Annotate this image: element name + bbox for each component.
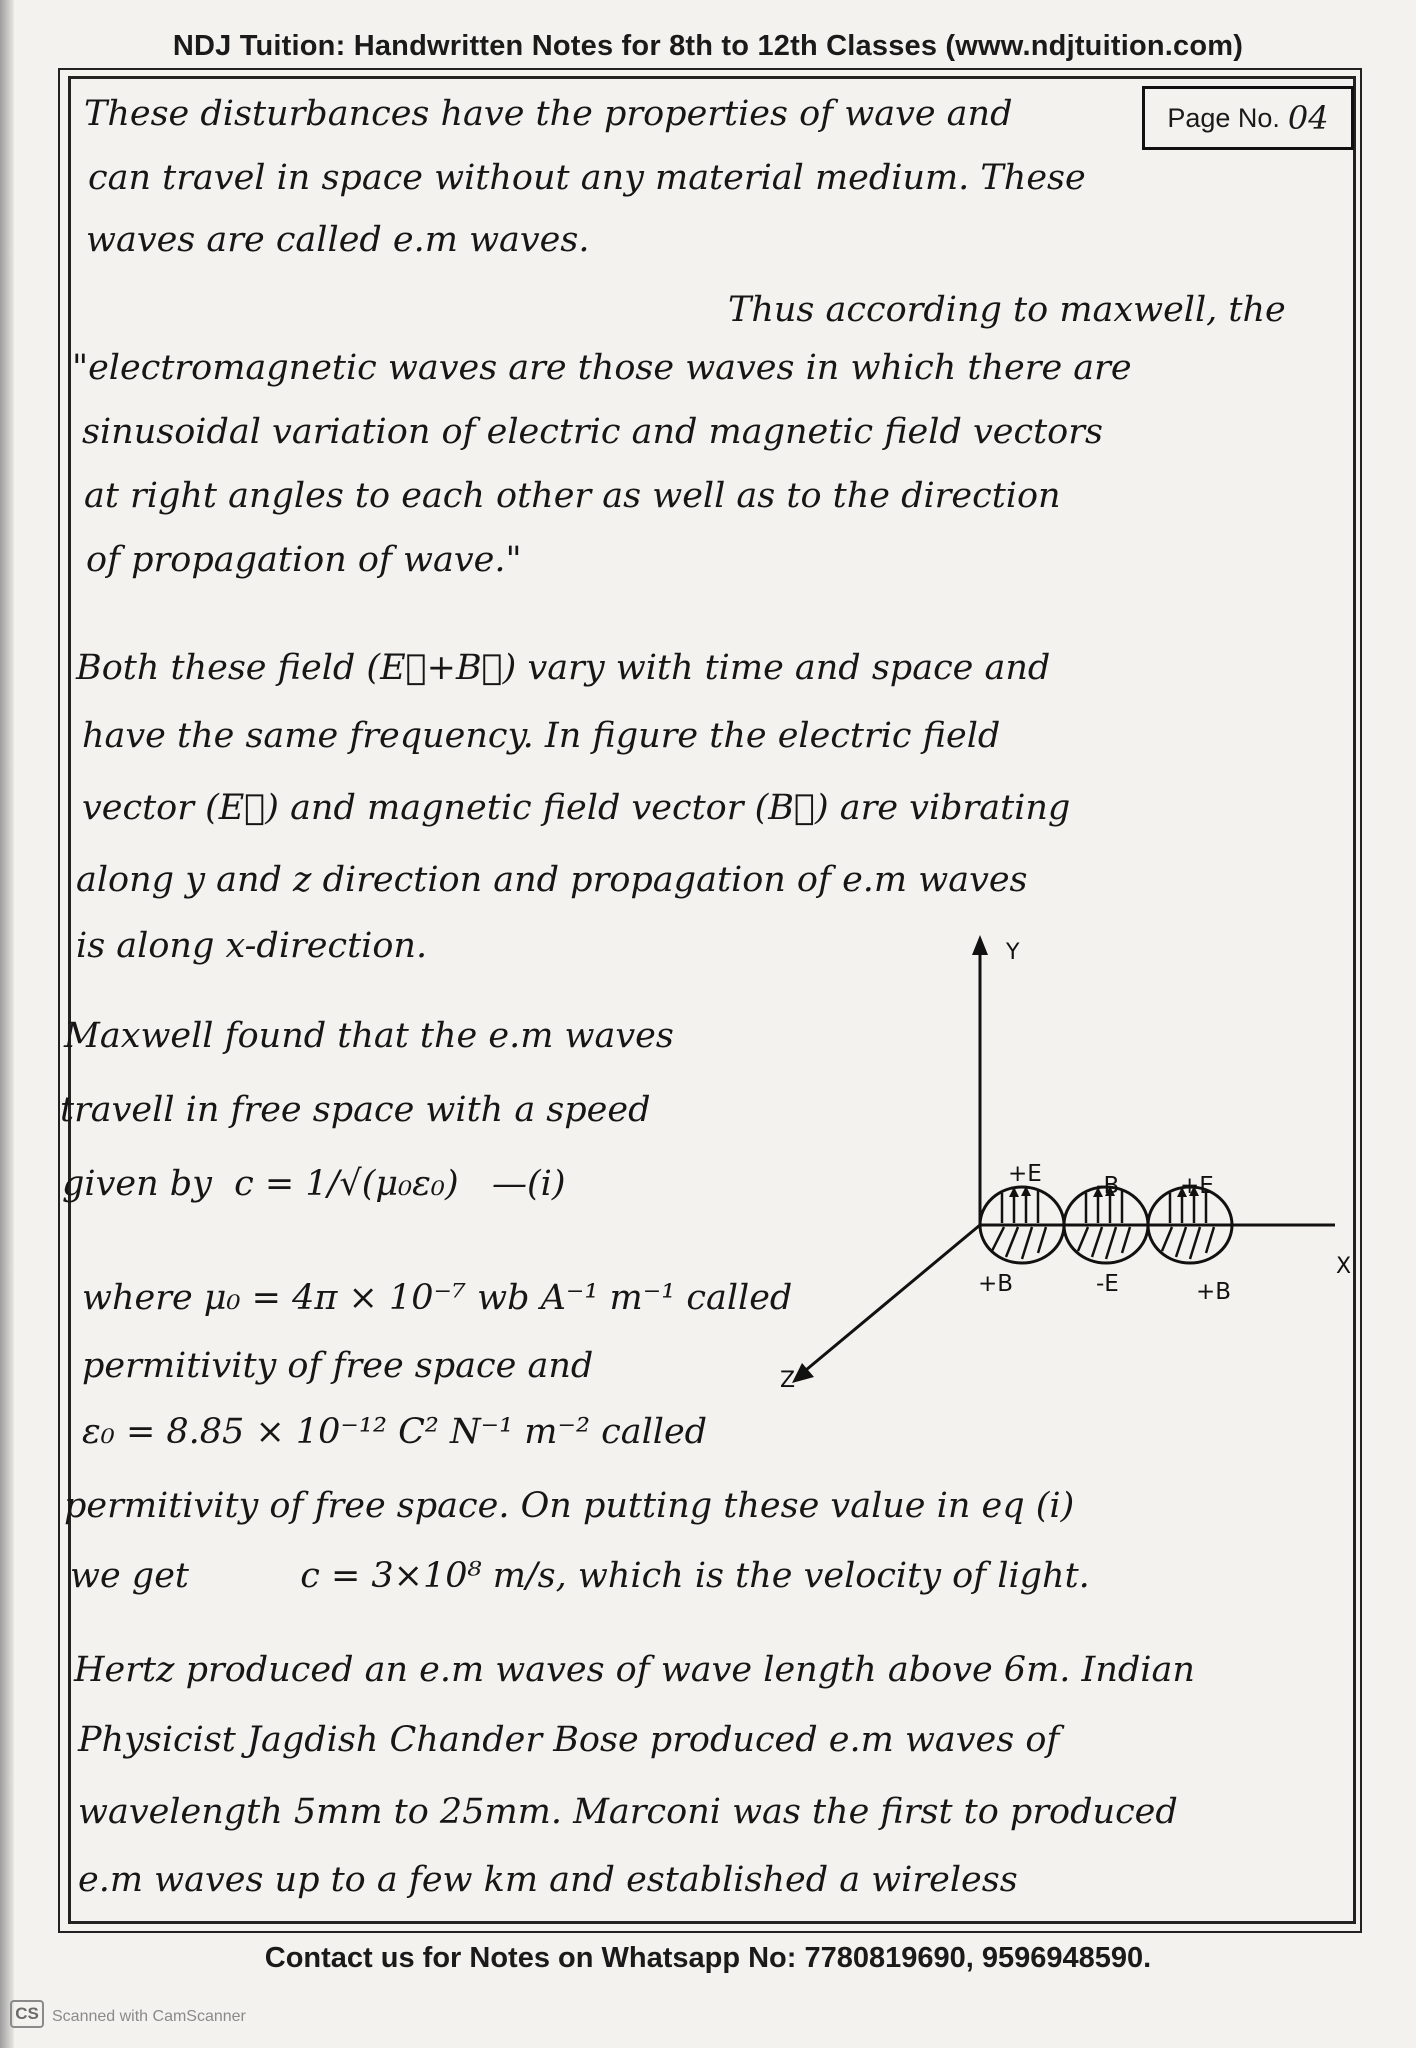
line: waves are called e.m waves. — [86, 220, 590, 260]
line: permitivity of free space and — [82, 1346, 594, 1386]
line: given by c = 1/√(μ₀ε₀) —(i) — [62, 1164, 566, 1204]
line: where μ₀ = 4π × 10⁻⁷ wb A⁻¹ m⁻¹ called — [82, 1278, 793, 1318]
line: Both these field (E⃗+B⃗) vary with time and space and — [76, 648, 1051, 688]
z-axis — [800, 1225, 980, 1375]
lobe-label-top: -B — [1096, 1173, 1120, 1199]
em-wave-diagram — [760, 925, 1360, 1405]
line: is along x-direction. — [76, 926, 428, 966]
lobe-label-top: +E — [1180, 1173, 1214, 1199]
line: Thus according to maxwell, the — [728, 290, 1286, 330]
line: wavelength 5mm to 25mm. Marconi was the first to produced — [78, 1792, 1178, 1832]
lobe-label-bottom: +B — [978, 1271, 1014, 1297]
x-axis-label: X — [1336, 1254, 1352, 1279]
page-number-box — [1142, 86, 1354, 150]
line: vector (E⃗) and magnetic field vector (B⃗) are vibrating — [82, 788, 1071, 828]
lobe-label-bottom: -E — [1096, 1271, 1119, 1297]
line: at right angles to each other as well as to the direction — [84, 476, 1061, 516]
line: sinusoidal variation of electric and magnetic field vectors — [82, 412, 1103, 452]
line: These disturbances have the properties of wave and — [84, 94, 1013, 134]
line: we get c = 3×10⁸ m/s, which is the velocity of light. — [70, 1556, 1090, 1596]
y-axis-label: Y — [1006, 940, 1020, 965]
z-axis-label: Z — [780, 1368, 796, 1393]
line: travell in free space with a speed — [60, 1090, 651, 1130]
line: of propagation of wave." — [86, 540, 522, 580]
line: Physicist Jagdish Chander Bose produced e.m waves of — [78, 1720, 1060, 1760]
line: permitivity of free space. On putting these value in eq (i) — [64, 1486, 1075, 1526]
line: Hertz produced an e.m waves of wave length above 6m. Indian — [74, 1650, 1195, 1690]
page-footer: Contact us for Notes on Whatsapp No: 7780819690, 9596948590. — [264, 1942, 1152, 1974]
line: ε₀ = 8.85 × 10⁻¹² C² N⁻¹ m⁻² called — [82, 1412, 708, 1452]
lobe-label-bottom: +B — [1196, 1279, 1232, 1305]
line: e.m waves up to a few km and established a wireless — [78, 1860, 1018, 1900]
camscanner-logo-icon: CS — [10, 2000, 44, 2028]
line: can travel in space without any material medium. These — [88, 158, 1086, 198]
y-axis-arrow-icon — [972, 935, 988, 955]
scan-edge-shadow — [0, 0, 14, 2048]
line: "electromagnetic waves are those waves in which there are — [72, 348, 1132, 388]
page-number: 04 — [1287, 99, 1329, 137]
page-number-label: Page No. — [1167, 102, 1280, 133]
lobe-label-top: +E — [1008, 1161, 1042, 1187]
page-header: NDJ Tuition: Handwritten Notes for 8th to 12th Classes (www.ndjtuition.com) — [172, 30, 1244, 62]
line: have the same frequency. In figure the electric field — [82, 716, 1001, 756]
line: along y and z direction and propagation of e.m waves — [76, 860, 1028, 900]
line: Maxwell found that the e.m waves — [64, 1016, 674, 1056]
camscanner-watermark: Scanned with CamScanner — [52, 2008, 246, 2025]
